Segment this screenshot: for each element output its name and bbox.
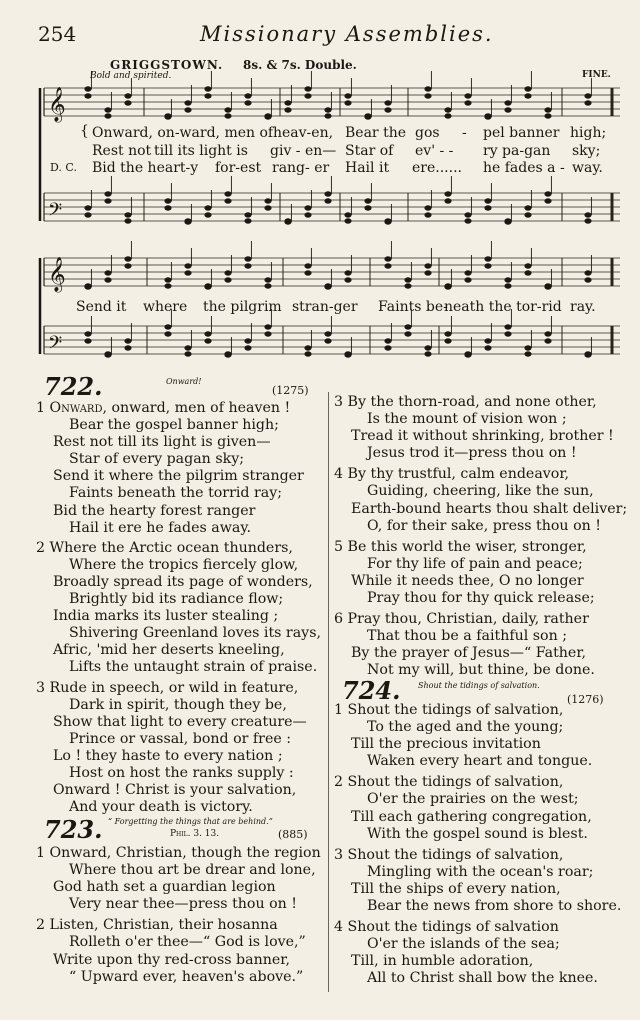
hymn-scripture-723: Phil. 3. 13. — [170, 829, 220, 839]
note-head — [344, 351, 351, 356]
verse-line: O, for their sake, press thou on ! — [367, 517, 601, 534]
note-head — [264, 205, 271, 210]
note-head — [444, 113, 451, 118]
lyric-row-1e: - — [462, 125, 467, 141]
note-head — [344, 212, 351, 217]
note-head — [304, 270, 311, 275]
note-head — [124, 212, 131, 217]
note-head — [284, 218, 291, 223]
tune-name: GRIGGSTOWN. — [110, 58, 224, 72]
verse-line: Till the precious invitation — [351, 736, 541, 753]
lyric-row-3a: Bid the heart-y — [92, 160, 199, 176]
verse-line: Bear the gospel banner high; — [69, 417, 279, 434]
verse-line: 4 Shout the tidings of salvation — [334, 919, 559, 936]
note-head — [384, 256, 391, 261]
fine-mark: FINE. — [582, 70, 611, 80]
verse-line: 1 Onward, onward, men of heaven ! — [36, 400, 291, 416]
note-head — [264, 198, 271, 203]
column-divider — [328, 392, 329, 992]
verse-line: Where thou art be drear and lone, — [69, 862, 316, 879]
note-head — [544, 198, 551, 203]
note-head — [344, 218, 351, 223]
note-head — [524, 345, 531, 350]
note-head — [464, 270, 471, 275]
verse-line: Star of every pagan sky; — [69, 451, 244, 468]
note-head — [104, 107, 111, 112]
note-head — [324, 198, 331, 203]
note-head — [504, 277, 511, 282]
note-head — [484, 338, 491, 343]
note-head — [524, 351, 531, 356]
verse-line: 6 Pray thou, Christian, daily, rather — [334, 611, 589, 628]
lyric-row-1c: Bear the — [345, 125, 406, 141]
note-head — [544, 191, 551, 196]
note-head — [164, 198, 171, 203]
verse-line: 3 Rude in speech, or wild in feature, — [36, 679, 299, 696]
note-head — [384, 338, 391, 343]
note-head — [104, 198, 111, 203]
note-head — [304, 263, 311, 268]
note-head — [584, 100, 591, 105]
note-head — [204, 212, 211, 217]
note-head — [84, 283, 91, 288]
note-head — [584, 277, 591, 282]
note-head — [284, 107, 291, 112]
note-head — [264, 283, 271, 288]
note-head — [264, 277, 271, 282]
note-head — [104, 351, 111, 356]
note-head — [224, 191, 231, 196]
verse-line: Lo ! they haste to every nation ; — [53, 747, 283, 764]
note-head — [444, 283, 451, 288]
lyric-row-4a: Send it — [76, 299, 127, 315]
note-head — [204, 86, 211, 91]
bass-clef-icon: 𝄢 — [48, 333, 63, 358]
note-head — [84, 93, 91, 98]
note-head — [84, 331, 91, 336]
note-head — [584, 218, 591, 223]
verse-line: To the aged and the young; — [367, 719, 564, 736]
note-head — [584, 93, 591, 98]
note-head — [124, 93, 131, 98]
note-head — [544, 283, 551, 288]
hymn-722-text — [36, 400, 321, 816]
note-head — [164, 113, 171, 118]
note-head — [104, 270, 111, 275]
note-head — [464, 100, 471, 105]
verse-line: Shivering Greenland loves its rays, — [69, 625, 321, 642]
verse-line: Write upon thy red-cross banner, — [53, 951, 290, 968]
note-head — [264, 113, 271, 118]
verse-line: That thou be a faithful son ; — [367, 628, 568, 645]
note-head — [224, 113, 231, 118]
note-head — [184, 351, 191, 356]
note-head — [484, 205, 491, 210]
verse-line: 5 Be this world the wiser, stronger, — [334, 538, 587, 555]
verse-line: Till, in humble adoration, — [351, 953, 534, 970]
verse-line: Tread it without shrinking, brother ! — [351, 428, 614, 445]
verse-line: Dark in spirit, though they be, — [69, 696, 287, 713]
note-head — [444, 331, 451, 336]
note-head — [424, 351, 431, 356]
note-head — [424, 345, 431, 350]
music-score — [0, 0, 640, 380]
note-head — [524, 263, 531, 268]
hymn-number-724: 724. — [342, 676, 401, 705]
note-head — [364, 198, 371, 203]
lyric-row-1g: high; — [570, 125, 607, 141]
note-head — [304, 205, 311, 210]
note-head — [324, 191, 331, 196]
note-head — [504, 324, 511, 329]
note-head — [484, 345, 491, 350]
note-head — [524, 86, 531, 91]
verse-line: Is the mount of vision won ; — [367, 411, 567, 428]
note-head — [224, 107, 231, 112]
lyric-row-3b: for-est — [215, 160, 262, 176]
lyric-row-2g: sky; — [572, 143, 601, 159]
note-head — [584, 212, 591, 217]
note-head — [264, 331, 271, 336]
verse-line: Send it where the pilgrim stranger — [53, 468, 304, 485]
note-head — [424, 93, 431, 98]
page-number: 254 — [38, 22, 77, 46]
note-head — [164, 324, 171, 329]
note-head — [244, 100, 251, 105]
note-head — [384, 100, 391, 105]
note-head — [404, 277, 411, 282]
note-head — [524, 93, 531, 98]
note-head — [124, 338, 131, 343]
note-head — [164, 277, 171, 282]
verse-line: Mingling with the ocean's roar; — [367, 863, 594, 880]
hymn-hint-723: “ Forgetting the things that are behind.” — [108, 817, 273, 826]
note-head — [244, 345, 251, 350]
note-head — [464, 212, 471, 217]
note-head — [504, 331, 511, 336]
hymn-hint-724: Shout the tidings of salvation. — [418, 681, 540, 690]
verse-line: India marks its luster stealing ; — [53, 608, 279, 625]
note-head — [184, 218, 191, 223]
note-head — [464, 277, 471, 282]
note-head — [204, 283, 211, 288]
verse-line: Where the tropics fiercely glow, — [69, 556, 299, 573]
note-head — [244, 218, 251, 223]
verse-line: Guiding, cheering, like the sun, — [367, 483, 594, 500]
verse-line: Not my will, but thine, be done. — [367, 662, 595, 679]
verse-line: O'er the prairies on the west; — [367, 791, 579, 808]
note-head — [84, 212, 91, 217]
verse-line: Rest not till its light is given— — [53, 434, 271, 451]
note-head — [324, 113, 331, 118]
lyric-row-2c: giv - en— — [270, 143, 337, 159]
note-head — [124, 100, 131, 105]
note-head — [244, 93, 251, 98]
note-head — [184, 107, 191, 112]
note-head — [204, 93, 211, 98]
note-head — [224, 270, 231, 275]
lyric-row-3f: he fades a - — [483, 160, 565, 176]
note-head — [204, 331, 211, 336]
verse-line: 2 Listen, Christian, their hosanna — [36, 917, 278, 934]
note-head — [124, 345, 131, 350]
note-head — [244, 338, 251, 343]
note-head — [284, 100, 291, 105]
note-head — [584, 270, 591, 275]
note-head — [204, 205, 211, 210]
note-head — [504, 283, 511, 288]
verse-line: Bid the hearty forest ranger — [53, 502, 256, 519]
note-head — [404, 283, 411, 288]
note-head — [124, 218, 131, 223]
verse-line: And your death is victory. — [69, 799, 253, 816]
hymn-723-text — [36, 845, 321, 986]
note-head — [424, 263, 431, 268]
note-head — [84, 86, 91, 91]
note-head — [124, 263, 131, 268]
hymn-number-723: 723. — [44, 815, 103, 844]
lyric-row-1a: Onward, on-ward, men of — [92, 125, 274, 141]
lyric-row-3c: rang- er — [272, 160, 330, 176]
note-head — [164, 331, 171, 336]
note-head — [324, 338, 331, 343]
hymn-ref-723: (885) — [278, 828, 308, 841]
note-head — [364, 205, 371, 210]
verse-line: Hail it ere he fades away. — [69, 519, 251, 536]
page-title: Missionary Assemblies. — [200, 22, 494, 46]
note-head — [324, 331, 331, 336]
note-head — [384, 263, 391, 268]
note-head — [184, 100, 191, 105]
note-head — [424, 86, 431, 91]
lyric-row-4c: the pilgrim — [203, 299, 282, 315]
note-head — [524, 212, 531, 217]
note-head — [84, 205, 91, 210]
verse-line: 2 Where the Arctic ocean thunders, — [36, 539, 293, 556]
verse-line: For thy life of pain and peace; — [367, 555, 583, 572]
note-head — [504, 107, 511, 112]
note-head — [484, 263, 491, 268]
verse-line: 1 Shout the tidings of salvation, — [334, 702, 564, 718]
note-head — [544, 331, 551, 336]
verse-line: Prince or vassal, bond or free : — [69, 730, 292, 747]
treble-clef-icon: 𝄞 — [48, 257, 66, 292]
verse-line: Host on host the ranks supply : — [69, 764, 294, 781]
note-head — [444, 107, 451, 112]
hymn-724-text — [334, 702, 621, 988]
verse-line: Waken every heart and tongue. — [367, 753, 593, 770]
verse-line: 3 Shout the tidings of salvation, — [334, 846, 564, 863]
hymn-ref-724: (1276) — [567, 693, 604, 706]
lyric-row-2a: Rest not — [92, 143, 152, 159]
verse-line: Very near thee—press thou on ! — [69, 896, 297, 913]
lyric-row-2b: till its light is — [154, 143, 248, 159]
note-head — [124, 256, 131, 261]
verse-line: Rolleth o'er thee—“ God is love,” — [69, 934, 306, 951]
note-head — [84, 338, 91, 343]
hymn-number-722: 722. — [44, 372, 103, 401]
note-head — [184, 270, 191, 275]
note-head — [264, 324, 271, 329]
note-head — [524, 270, 531, 275]
verse-line: Onward ! Christ is your salvation, — [53, 782, 297, 799]
verse-line: Lifts the untaught strain of praise. — [69, 659, 318, 676]
note-head — [184, 263, 191, 268]
note-head — [404, 331, 411, 336]
note-head — [104, 113, 111, 118]
note-head — [304, 93, 311, 98]
lyric-row-1b: heav-en, — [273, 125, 334, 141]
note-head — [344, 277, 351, 282]
note-head — [344, 100, 351, 105]
note-head — [464, 93, 471, 98]
hymn-hint-722: Onward! — [166, 377, 202, 386]
verse-line: Earth-bound hearts thou shalt deliver; — [351, 500, 628, 517]
lyric-row-2f: ry pa-gan — [483, 143, 551, 159]
lyric-row-4f: neath the tor-rid — [444, 299, 562, 315]
note-head — [484, 113, 491, 118]
note-head — [204, 338, 211, 343]
verse-line: Faints beneath the torrid ray; — [69, 485, 283, 502]
lyric-row-4g: ray. — [570, 299, 596, 315]
verse-line: All to Christ shall bow the knee. — [367, 970, 598, 987]
verse-line: O'er the islands of the sea; — [367, 936, 560, 953]
note-head — [484, 198, 491, 203]
note-head — [424, 205, 431, 210]
lyric-row-3e: ere...... — [412, 160, 462, 176]
verse-line: God hath set a guardian legion — [53, 879, 276, 896]
tempo-mark: Bold and spirited. — [90, 71, 172, 81]
note-head — [464, 218, 471, 223]
lyric-row-4b: where — [143, 299, 188, 315]
note-head — [184, 345, 191, 350]
note-head — [304, 86, 311, 91]
note-head — [364, 113, 371, 118]
lyric-row-4d: stran-ger — [292, 299, 358, 315]
note-head — [304, 212, 311, 217]
lyric-row-1f: pel banner — [483, 125, 560, 141]
note-head — [224, 351, 231, 356]
note-head — [444, 198, 451, 203]
treble-clef-icon: 𝄞 — [48, 87, 66, 122]
verse-line: “ Upward ever, heaven's above.” — [69, 968, 304, 985]
note-head — [164, 205, 171, 210]
note-head — [464, 351, 471, 356]
lyric-row-2e: ev' - - — [415, 143, 454, 159]
verse-line: Show that light to every creature— — [53, 713, 307, 730]
verse-line: Till the ships of every nation, — [351, 880, 561, 897]
note-head — [544, 107, 551, 112]
verse-line: While it needs thee, O no longer — [351, 572, 584, 589]
note-head — [404, 324, 411, 329]
verse-line: Bear the news from shore to shore. — [367, 898, 622, 915]
note-head — [224, 277, 231, 282]
verse-line: With the gospel sound is blest. — [367, 825, 588, 842]
note-head — [544, 338, 551, 343]
lyric-row-3d: Hail it — [345, 160, 390, 176]
bass-clef-icon: 𝄢 — [48, 200, 63, 225]
note-head — [104, 277, 111, 282]
verse-line: 1 Onward, Christian, though the region — [36, 845, 321, 861]
verse-line: 3 By the thorn-road, and none other, — [334, 394, 597, 410]
note-head — [524, 205, 531, 210]
verse-line: Brightly bid its radiance flow; — [69, 591, 284, 608]
note-head — [424, 270, 431, 275]
note-head — [484, 256, 491, 261]
note-head — [544, 113, 551, 118]
note-head — [224, 198, 231, 203]
note-head — [424, 212, 431, 217]
note-head — [504, 100, 511, 105]
note-head — [584, 351, 591, 356]
note-head — [244, 256, 251, 261]
verse-line: Afric, 'mid her deserts kneeling, — [53, 642, 285, 659]
lyric-row-2d: Star of — [345, 143, 394, 159]
verse-line: Broadly spread its page of wonders, — [53, 573, 313, 590]
hymn-ref-722: (1275) — [272, 384, 309, 397]
note-head — [444, 191, 451, 196]
hymn-723-continued — [334, 394, 627, 680]
verse-line: By the prayer of Jesus—“ Father, — [351, 645, 587, 662]
note-head — [384, 107, 391, 112]
note-head — [324, 107, 331, 112]
note-head — [344, 93, 351, 98]
note-head — [384, 345, 391, 350]
note-head — [444, 338, 451, 343]
verse-line: Jesus trod it—press thou on ! — [367, 445, 577, 462]
lyric-row-4e: Faints be- — [378, 299, 448, 315]
dc-mark: D. C. — [50, 161, 77, 174]
note-head — [244, 212, 251, 217]
note-head — [104, 191, 111, 196]
note-head — [344, 270, 351, 275]
note-head — [244, 263, 251, 268]
lyrics-brace-1: { — [80, 123, 89, 139]
tune-meter: 8s. & 7s. Double. — [243, 58, 357, 72]
note-head — [384, 218, 391, 223]
note-head — [324, 283, 331, 288]
note-head — [504, 218, 511, 223]
lyric-row-3g: way. — [572, 160, 603, 176]
note-head — [164, 283, 171, 288]
verse-line: 4 By thy trustful, calm endeavor, — [334, 466, 570, 483]
note-head — [304, 345, 311, 350]
verse-line: Till each gathering congregation, — [351, 808, 592, 825]
verse-line: 2 Shout the tidings of salvation, — [334, 774, 564, 791]
verse-line: Pray thou for thy quick release; — [367, 590, 595, 607]
note-head — [304, 351, 311, 356]
lyric-row-1d: gos — [415, 125, 440, 141]
